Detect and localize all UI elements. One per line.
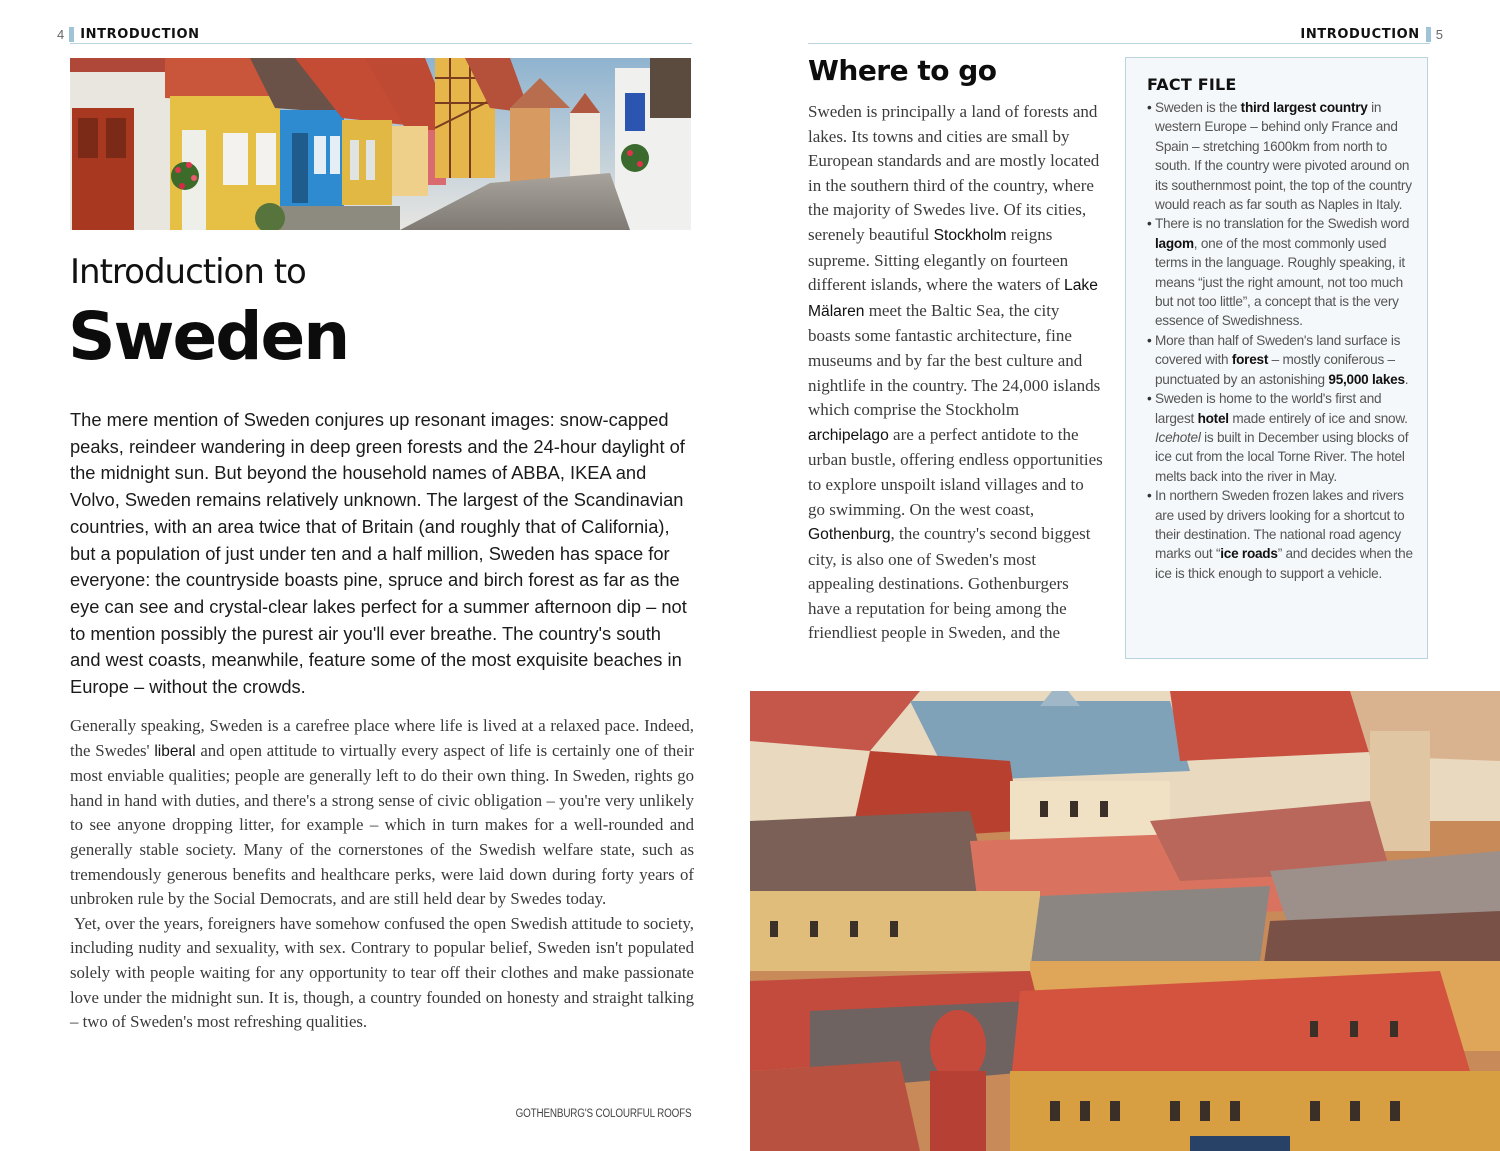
- fact-text: , one of the most commonly used terms in the language. Roughly speaking, it means “just the right amount, not too much but not too little”, a concept that is the very essence of Swedishness.: [1155, 235, 1405, 329]
- fact-text: is built in December using blocks of ice cut from the local Torne River. The hotel melts back into the river in May.: [1155, 429, 1409, 484]
- gothenburg-roofs-photo: [750, 691, 1500, 1151]
- fact-keyword: third largest country: [1240, 100, 1368, 115]
- where-to-go-heading: Where to go: [808, 54, 997, 87]
- fact-list: [1147, 98, 1417, 583]
- fact-text: There is no translation for the Swedish word: [1155, 216, 1410, 232]
- fact-keyword: hotel: [1197, 410, 1229, 426]
- where-to-go-body: [808, 100, 1104, 646]
- body-paragraph: [70, 714, 694, 912]
- accent-bar: [1426, 27, 1431, 42]
- fact-item: [1147, 214, 1417, 330]
- fact-italic: Icehotel: [1155, 429, 1201, 445]
- fact-text: – mostly coniferous – punctuated by an astonishing: [1155, 352, 1395, 387]
- photo-caption: GOTHENBURG'S COLOURFUL ROOFS: [515, 1108, 691, 1120]
- bullet-icon: •: [1147, 100, 1152, 115]
- fact-file-title: FACT FILE: [1147, 75, 1237, 94]
- keyword-liberal: liberal: [154, 742, 196, 760]
- keyword-gothenburg: Gothenburg: [808, 526, 891, 544]
- body-paragraph: Yet, over the years, foreigners have somehow confused the open Swedish attitude to society, including nudity and sexuality, with sex. Contrary to popular belief, Sweden isn't populated solely with people waiting for any opportunity to tear off their clothes and make passionate love under the midnight sun. It is, though, a country founded on honesty and straight talking – two of Sweden's most refreshing qualities.: [70, 913, 694, 1032]
- right-running-head: [1300, 24, 1443, 44]
- keyword-stockholm: Stockholm: [933, 226, 1007, 244]
- fact-text: ” and decides when the ice is thick enough to support a vehicle.: [1155, 546, 1413, 581]
- fact-keyword: ice roads: [1220, 546, 1278, 562]
- section-label-left: INTRODUCTION: [80, 26, 200, 42]
- fact-keyword: lagom: [1155, 235, 1194, 251]
- fact-item: [1147, 331, 1417, 389]
- body-text: and open attitude to virtually every aspect of life is certainly one of their most enviable qualities; people are generally left to do their own thing. In Sweden, rights go hand in hand with duties, and there's a strong sense of civic obligation – you're very unlikely to see anyone dropping litter, for example – which in turn makes for a well-rounded and generally stable society. Many of the cornerstones of the Swedish welfare state, such as tremendously generous benefits and healthcare perks, were laid down during forty years of unbroken rule by the Social Democrats, and are still held dear by Swedes today.: [70, 740, 695, 909]
- fact-keyword: 95,000 lakes: [1328, 371, 1405, 387]
- body-text-left: [70, 714, 694, 1035]
- fact-text: In northern Sweden frozen lakes and rivers are used by drivers looking for a shortcut to their destination. The national road agency marks out “: [1155, 488, 1405, 562]
- fact-text: .: [1404, 371, 1409, 387]
- bullet-icon: •: [1147, 391, 1152, 407]
- bullet-icon: •: [1147, 488, 1152, 504]
- keyword-lake-malaren: Lake Mälaren: [808, 277, 1098, 320]
- title-line-1: Introduction to: [70, 252, 306, 292]
- lead-paragraph: The mere mention of Sweden conjures up resonant images: snow-capped peaks, reindeer wandering in deep green forests and the 24-hour daylight of the midnight sun. But beyond the household names of ABBA, IKEA and Volvo, Sweden remains relatively unknown. The largest of the Scandinavian countries, with an area twice that of Britain (and roughly that of California), but a population of just under ten and a half million, Sweden has space for everyone: the countryside boasts pine, spruce and birch forest as far as the eye can see and crystal-clear lakes perfect for a summer afternoon dip – not to mention possibly the purest air you'll ever breathe. The country's south and west coasts, meanwhile, feature some of the most exquisite beaches in Europe – without the crowds.: [70, 409, 687, 698]
- body-text: Generally speaking, Sweden is a carefree place where life is lived at a relaxed pace. Indeed, the Swedes': [70, 716, 694, 760]
- left-running-head: [57, 24, 200, 44]
- section-label-right: INTRODUCTION: [1300, 26, 1420, 42]
- bullet-icon: •: [1147, 332, 1152, 348]
- fact-text: Sweden is home to the world's first and largest: [1155, 391, 1382, 426]
- fact-file-box: [1125, 57, 1428, 659]
- fact-text: Sweden is the: [1155, 100, 1241, 115]
- fact-item: [1147, 98, 1417, 214]
- body-text: Sweden is principally a land of forests and lakes. Its towns and cities are small by European standards and are mostly located in the southern third of the country, where the majority of Swedes live. Of its cities, serenely beautiful: [808, 102, 1100, 244]
- page-number-right: 5: [1435, 26, 1443, 42]
- fact-item: [1147, 389, 1417, 486]
- body-text: meet the Baltic Sea, the city boasts some fantastic architecture, fine museums and by far the best culture and nightlife in the country. The 24,000 islands which comprise the Stockholm: [808, 300, 1101, 420]
- bullet-icon: •: [1147, 216, 1152, 232]
- accent-bar: [69, 27, 74, 42]
- street-photo: [70, 58, 691, 230]
- header-rule-left: [70, 43, 692, 44]
- body-text: reigns supreme. Sitting elegantly on fourteen different islands, where the waters of: [808, 224, 1069, 295]
- title-line-2: Sweden: [68, 298, 349, 375]
- fact-text: More than half of Sweden's land surface is covered with: [1155, 332, 1401, 368]
- fact-keyword: forest: [1231, 352, 1269, 368]
- body-text: , the country's second biggest city, is also one of Sweden's most appealing destinations. Gothenburgers have a reputation for being among the friendliest people in Sweden, and the: [808, 524, 1091, 643]
- fact-text: made entirely of ice and snow.: [1228, 410, 1408, 426]
- fact-item: [1147, 486, 1417, 583]
- body-text: are a perfect antidote to the urban bustle, offering endless opportunities to explore unspoilt island villages and to go swimming. On the west coast,: [808, 424, 1103, 519]
- fact-text: in western Europe – behind only France and Spain – stretching 1600km from north to south. If the country were pivoted around on its southernmost point, the top of the country would reach as far south as Naples in Italy.: [1155, 100, 1412, 213]
- page-number-left: 4: [57, 26, 65, 42]
- keyword-archipelago: archipelago: [808, 426, 889, 444]
